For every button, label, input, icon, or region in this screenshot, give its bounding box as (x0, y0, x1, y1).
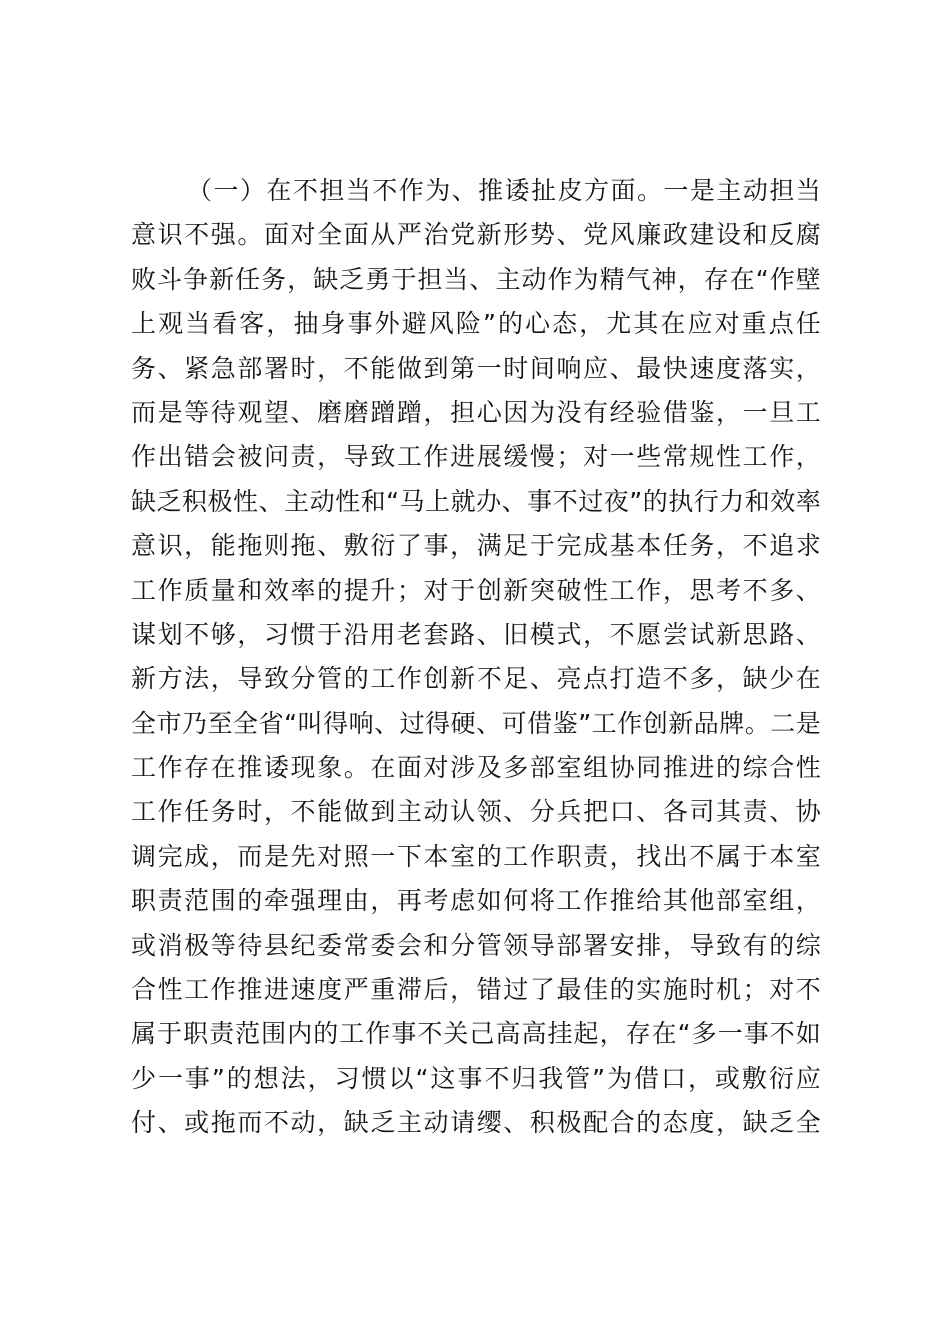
paragraph-line: 工作质量和效率的提升；对于创新突破性工作，思考不多、 (131, 575, 821, 605)
paragraph-line: 工作任务时，不能做到主动认领、分兵把口、各司其责、协 (131, 797, 821, 827)
paragraph-line: 新方法，导致分管的工作创新不足、亮点打造不多，缺少在 (131, 664, 821, 694)
paragraph-line: 少一事”的想法，习惯以“这事不归我管”为借口，或敷衍应 (131, 1063, 821, 1093)
paragraph-line: 全市乃至全省“叫得响、过得硬、可借鉴”工作创新品牌。二是 (131, 708, 821, 738)
paragraph-line: 属于职责范围内的工作事不关己高高挂起，存在“多一事不如 (131, 1019, 821, 1049)
body-paragraph (131, 169, 821, 1146)
paragraph-line: 工作存在推诿现象。在面对涉及多部室组协同推进的综合性 (131, 753, 821, 783)
paragraph-line: 缺乏积极性、主动性和“马上就办、事不过夜”的执行力和效率 (131, 486, 821, 516)
paragraph-line: 合性工作推进速度严重滞后，错过了最佳的实施时机；对不 (131, 975, 821, 1005)
paragraph-line: 意识，能拖则拖、敷衍了事，满足于完成基本任务，不追求 (131, 531, 821, 561)
paragraph-line: 意识不强。面对全面从严治党新形势、党风廉政建设和反腐 (131, 220, 821, 250)
paragraph-line: 务、紧急部署时，不能做到第一时间响应、最快速度落实， (131, 353, 821, 383)
paragraph-line: 而是等待观望、磨磨蹭蹭，担心因为没有经验借鉴，一旦工 (131, 397, 821, 427)
paragraph-line: 败斗争新任务，缺乏勇于担当、主动作为精气神，存在“作壁 (131, 264, 821, 294)
paragraph-line: 职责范围的牵强理由，再考虑如何将工作推给其他部室组， (131, 886, 821, 916)
paragraph-line: 或消极等待县纪委常委会和分管领导部署安排，导致有的综 (131, 930, 821, 960)
paragraph-line: 调完成，而是先对照一下本室的工作职责，找出不属于本室 (131, 841, 821, 871)
paragraph-line: 付、或拖而不动，缺乏主动请缨、积极配合的态度，缺乏全 (131, 1108, 821, 1138)
paragraph-line: 谋划不够，习惯于沿用老套路、旧模式，不愿尝试新思路、 (131, 619, 821, 649)
paragraph-line: （一）在不担当不作为、推诿扯皮方面。一是主动担当 (187, 176, 821, 205)
paragraph-line: 作出错会被问责，导致工作进展缓慢；对一些常规性工作， (131, 442, 821, 472)
paragraph-line: 上观当看客，抽身事外避风险”的心态，尤其在应对重点任 (131, 309, 821, 339)
